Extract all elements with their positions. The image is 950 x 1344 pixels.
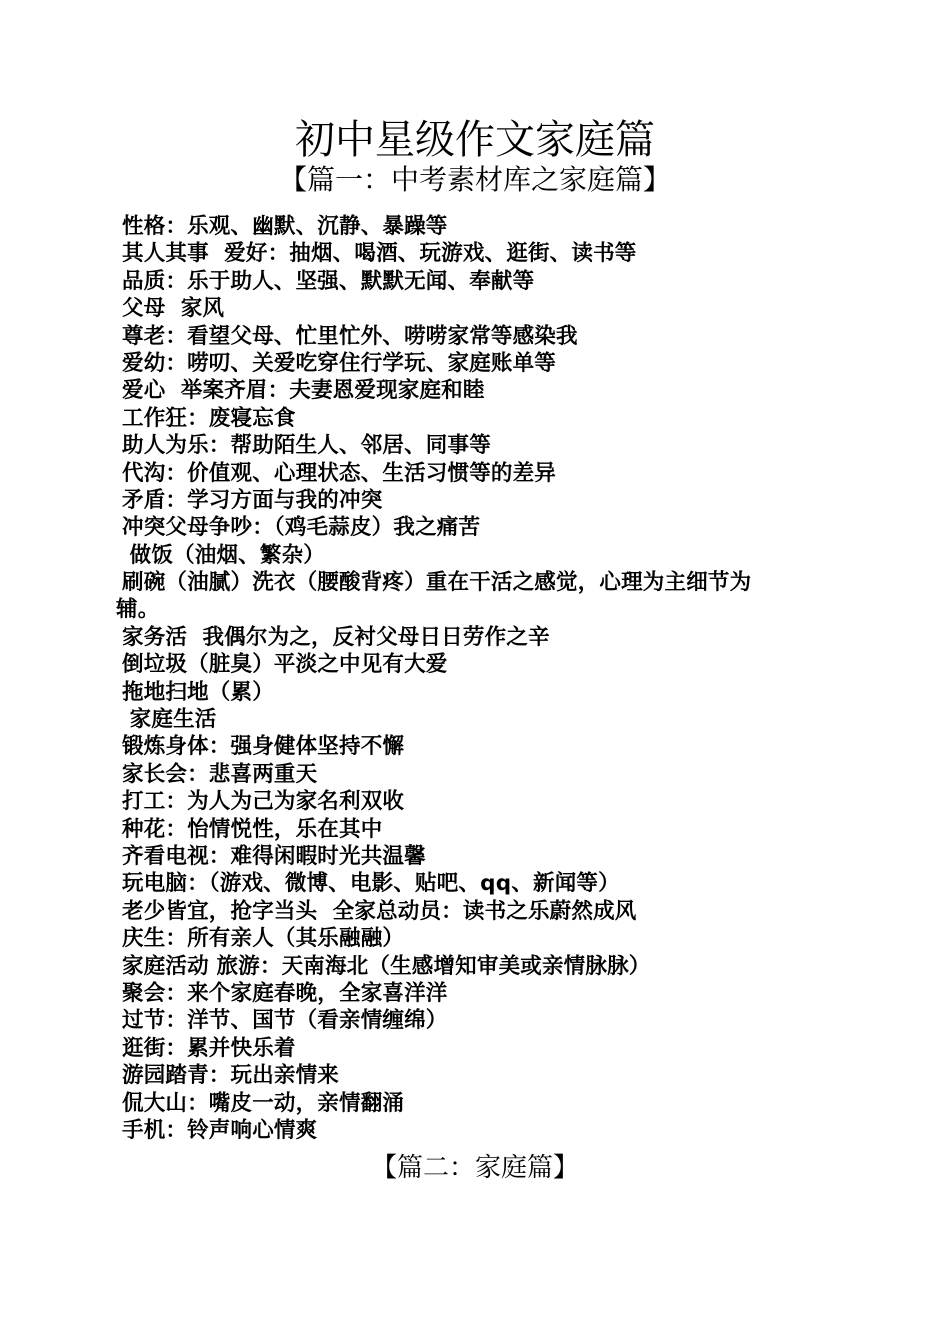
- text-line: 聚会：来个家庭春晚，全家喜洋洋: [122, 980, 448, 1006]
- text-line: 父母 家风: [122, 296, 225, 322]
- text-line: 助人为乐：帮助陌生人、邻居、同事等: [122, 433, 491, 459]
- text-line: 锻炼身体：强身健体坚持不懈: [122, 734, 405, 760]
- text-line: 家庭活动 旅游：天南海北（生感增知审美或亲情脉脉）: [122, 953, 651, 979]
- section-heading-1: 【篇一：中考素材库之家庭篇】: [278, 163, 671, 196]
- text-line: 刷碗（油腻）洗衣（腰酸背疼）重在干活之感觉，心理为主细节为: [122, 570, 752, 596]
- text-line: 齐看电视：难得闲暇时光共温馨: [122, 843, 426, 869]
- text-line: 手机：铃声响心情爽: [122, 1117, 318, 1143]
- content-lines: [116, 213, 842, 1144]
- text-line: 庆生：所有亲人（其乐融融）: [122, 926, 405, 952]
- text-line: 逛街：累并快乐着: [122, 1035, 296, 1061]
- text-line: 家长会：悲喜两重天: [122, 761, 318, 787]
- text-line: 品质：乐于助人、坚强、默默无闻、奉献等: [122, 268, 535, 294]
- text-line: 辅。: [116, 597, 160, 623]
- text-line: 玩电脑：（游戏、微博、电影、贴吧、qq、新闻等）: [122, 871, 620, 897]
- text-line: 爱幼：唠叨、关爱吃穿住行学玩、家庭账单等: [122, 350, 557, 376]
- text-line: 爱心 举案齐眉：夫妻恩爱现家庭和睦: [122, 378, 485, 404]
- text-line: 游园踏青：玩出亲情来: [122, 1063, 340, 1089]
- text-line: 冲突父母争吵：（鸡毛蒜皮）我之痛苦: [122, 515, 481, 541]
- text-line: 做饭（油烟、繁杂）: [122, 542, 325, 568]
- section-heading-2: 【篇二：家庭篇】: [370, 1153, 579, 1183]
- text-line: 过节：洋节、国节（看亲情缠绵）: [122, 1008, 448, 1034]
- text-line: 其人其事 爱好：抽烟、喝酒、玩游戏、逛街、读书等: [122, 241, 637, 267]
- text-line: 侃大山：嘴皮一动，亲情翻涌: [122, 1090, 405, 1116]
- text-line: 家务活 我偶尔为之，反衬父母日日劳作之辛: [122, 624, 550, 650]
- text-line: 性格：乐观、幽默、沉静、暴躁等: [122, 214, 448, 239]
- text-line: 拖地扫地（累）: [122, 679, 274, 705]
- text-line: 代沟：价值观、心理状态、生活习惯等的差异: [122, 460, 557, 486]
- text-line: 种花：怡情悦性，乐在其中: [122, 816, 383, 842]
- text-line: 工作狂：废寝忘食: [122, 405, 296, 431]
- text-line: 尊老：看望父母、忙里忙外、唠唠家常等感染我: [122, 323, 578, 349]
- text-line: 倒垃圾（脏臭）平淡之中见有大爱: [122, 652, 448, 678]
- text-line: 老少皆宜，抢字当头 全家总动员：读书之乐蔚然成风: [122, 898, 637, 924]
- document-title: 初中星级作文家庭篇: [295, 117, 655, 163]
- text-line: 矛盾：学习方面与我的冲突: [122, 487, 383, 513]
- text-line: 打工：为人为己为家名利双收: [122, 789, 405, 815]
- text-line: 家庭生活: [122, 707, 217, 733]
